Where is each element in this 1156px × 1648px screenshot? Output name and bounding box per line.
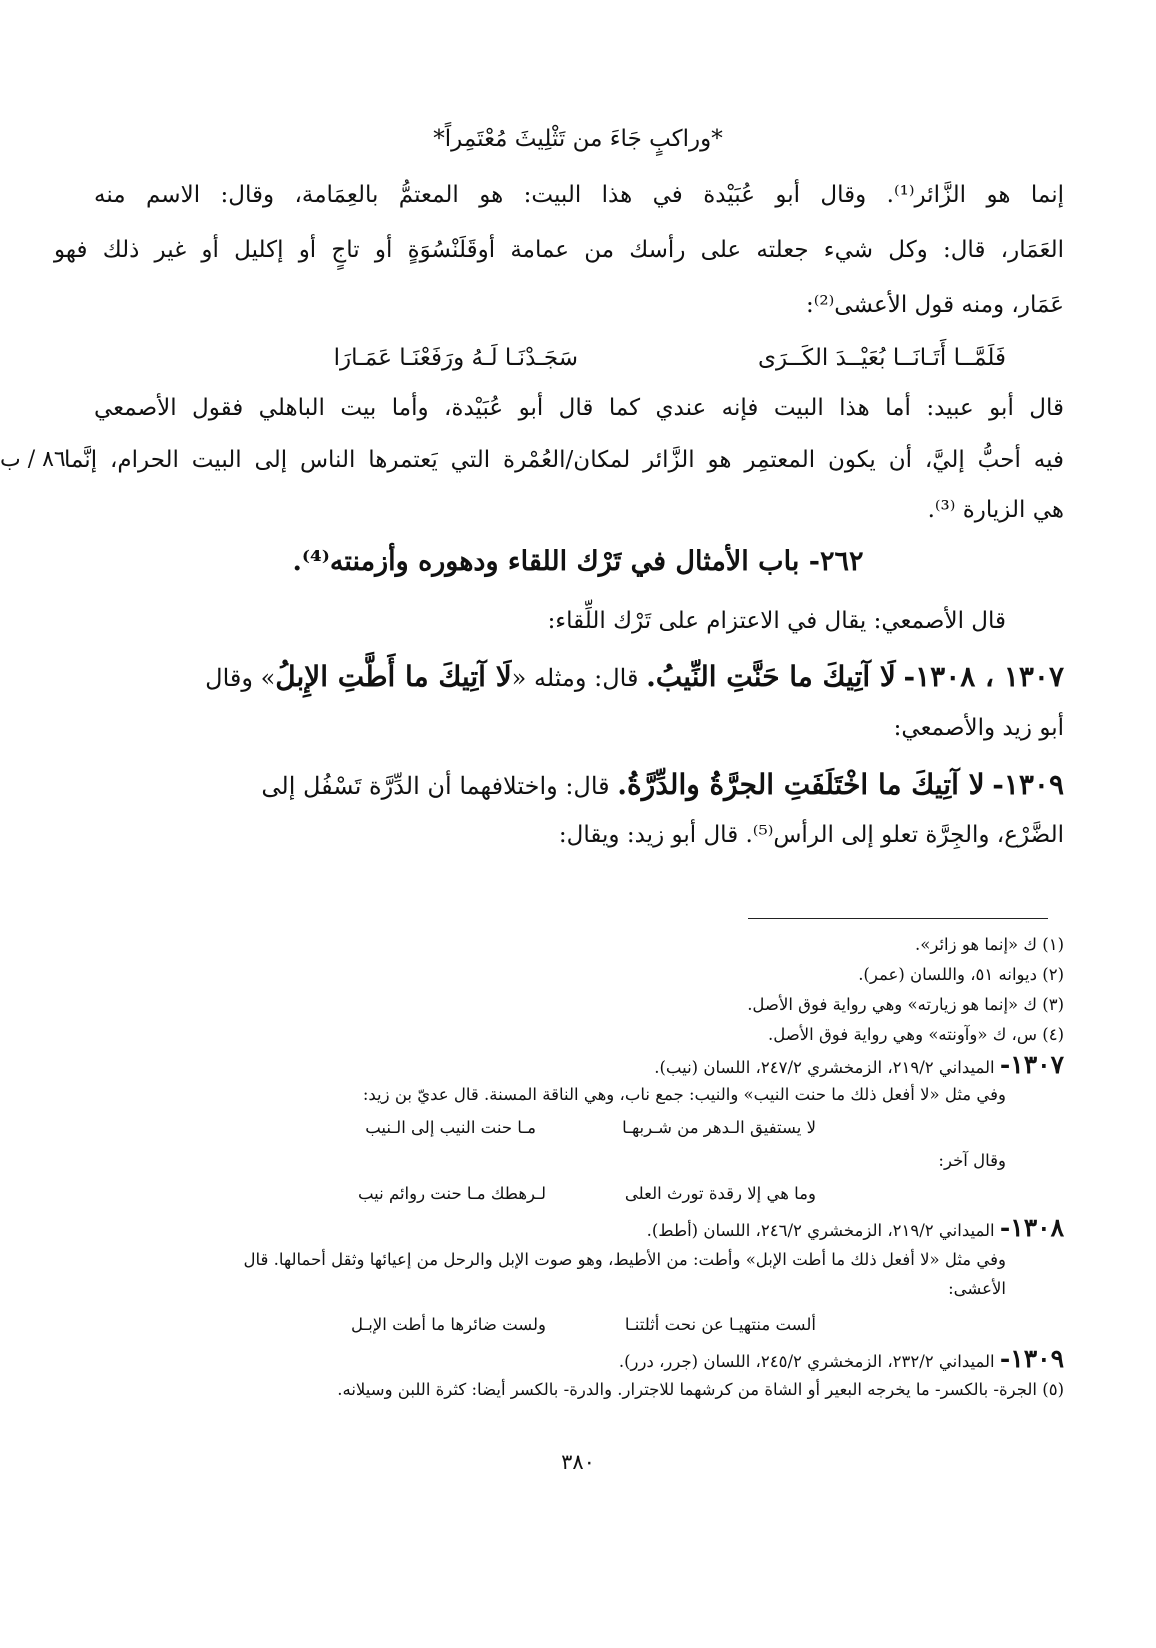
entry-number: ١٣٠٩- (992, 768, 1064, 801)
note-number: ١٣٠٧- (999, 1050, 1064, 1079)
note-1309 (619, 1344, 1064, 1373)
entry-number: ١٣٠٧ ، ١٣٠٨- (903, 660, 1064, 693)
para1-line1: إنما هو الزَّائر⁽¹⁾. وقال أبو عُبَيْدة في هذا البيت: هو المعتمُّ بالعِمَامة، وقال: الاسم منه (94, 182, 1064, 208)
para2-line2: فيه أحبُّ إليَّ، أن يكون المعتمِر هو الزَّائر لمكان/العُمْرة التي يَعتمرها الناس إلى البيت الحرام، إنَّما (64, 447, 1064, 473)
note-text: الميداني ٢٣٢/٢، الزمخشري ٢٤٥/٢، اللسان (جرر، درر). (618, 1352, 1000, 1371)
page-number: ٣٨٠ (561, 1450, 595, 1474)
note-1308-verse-right: ألست منتهيـا عن نحت أثلتنـا (624, 1315, 816, 1334)
para2-line3: هي الزيارة ⁽³⁾. (927, 497, 1064, 523)
footnote-5: (٥) الجرة- بالكسر- ما يخرجه البعير أو الشاة من كرشهما للاجترار. والدرة- بالكسر أيضا: كثرة اللبن وسيلانه. (337, 1380, 1064, 1399)
entry-proverb: لَا آتِيكَ ما حَنَّتِ النِّيبُ. (646, 660, 896, 693)
note-text: الميداني ٢١٩/٢، الزمخشري ٢٤٧/٢، اللسان (نيب). (654, 1058, 1000, 1077)
footnote-1: (١) ك «إنما هو زائر». (915, 935, 1064, 954)
note-1307 (654, 1050, 1064, 1079)
chapter-heading: ٢٦٢- باب الأمثال في تَرْك اللقاء ودهوره وأزمنته⁽⁴⁾. (292, 546, 864, 577)
footnote-4: (٤) س، ك «وآونته» وهي رواية فوق الأصل. (768, 1025, 1064, 1044)
verse1-left: سَجَـدْنَـا لَـهُ ورَفَعْنَـا عَمَـارَا (333, 345, 578, 371)
footnote-3: (٣) ك «إنما هو زيارته» وهي رواية فوق الأصل. (747, 995, 1064, 1014)
note-number: ١٣٠٨- (999, 1213, 1064, 1242)
entry-1307-1308 (205, 660, 1064, 693)
entry-proverb-2: لَا آتِيكَ ما أَطَّتِ الإِبلُ (275, 660, 512, 693)
note-1308-text-2: الأعشى: (948, 1279, 1006, 1298)
note-1307-verse-left: مـا حنت النيب إلى الـنيب (365, 1118, 536, 1137)
note-1307-verse-right: لا يستفيق الـدهر من شـربهـا (622, 1118, 816, 1137)
note-1307-verse2-left: لـرهطك مـا حنت روائم نيب (357, 1184, 546, 1203)
margin-folio-ref: ٨٦ / ب (0, 447, 66, 472)
para1-line3: عَمَار، ومنه قول الأعشى⁽²⁾: (806, 292, 1064, 318)
header-verse: *وراكبٍ جَاءَ من تَثْلِيثَ مُعْتَمِراً* (433, 126, 723, 152)
note-text: الميداني ٢١٩/٢، الزمخشري ٢٤٦/٢، اللسان (أطط). (646, 1221, 1000, 1240)
entry-proverb: لا آتِيكَ ما اخْتَلَفَتِ الجرَّةُ والدِّرَّةُ. (617, 768, 985, 801)
entry-1307-cont: أبو زيد والأصمعي: (893, 715, 1064, 741)
footnote-2: (٢) ديوانه ٥١، واللسان (عمر). (858, 965, 1064, 984)
footnote-separator (748, 918, 1048, 919)
entry-1309-cont: الضَّرْع، والجِرَّة تعلو إلى الرأس⁽⁵⁾. قال أبو زيد: ويقال: (558, 822, 1064, 848)
entry-tail-text: قال: واختلافهما أن الدِّرَّة تَسْفُل إلى (261, 772, 610, 800)
note-number: ١٣٠٩- (999, 1344, 1064, 1373)
para1-line2: العَمَار، قال: وكل شيء جعلته على رأسك من عمامة أوقَلَنْسُوَةٍ أو تاجٍ أو إكليل أو غير ذلك فهو (54, 237, 1064, 263)
intro-line: قال الأصمعي: يقال في الاعتزام على تَرْك اللِّقاء: (547, 608, 1006, 634)
entry-tail-text: » وقال (205, 664, 276, 692)
note-1308-verse-left: ولست ضائرها ما أطت الإبـل (350, 1315, 546, 1334)
note-1307-verse2-right: وما هي إلا رقدة تورث العلى (624, 1184, 816, 1203)
entry-1309 (261, 768, 1064, 801)
note-1307-text: وفي مثل «لا أفعل ذلك ما حنت النيب» والنيب: جمع ناب، وهي الناقة المسنة. قال عديّ بن زيد: (362, 1085, 1006, 1104)
note-1307-other: وقال آخر: (938, 1151, 1006, 1170)
note-1308 (647, 1213, 1064, 1242)
note-1308-text-1: وفي مثل «لا أفعل ذلك ما أطت الإبل» وأطت: من الأطيط، وهو صوت الإبل والرحل من إعيائها وثقل أحمالها. قال (243, 1250, 1006, 1269)
verse1-right: فَلَمَّــا أَتَـانَــا بُعَيْــدَ الكَــرَى (757, 345, 1006, 371)
para2-line1: قال أبو عبيد: أما هذا البيت فإنه عندي كما قال أبو عُبَيْدة، وأما بيت الباهلي فقول الأصمعي (94, 395, 1064, 421)
entry-mid-text: قال: ومثله « (511, 664, 639, 692)
